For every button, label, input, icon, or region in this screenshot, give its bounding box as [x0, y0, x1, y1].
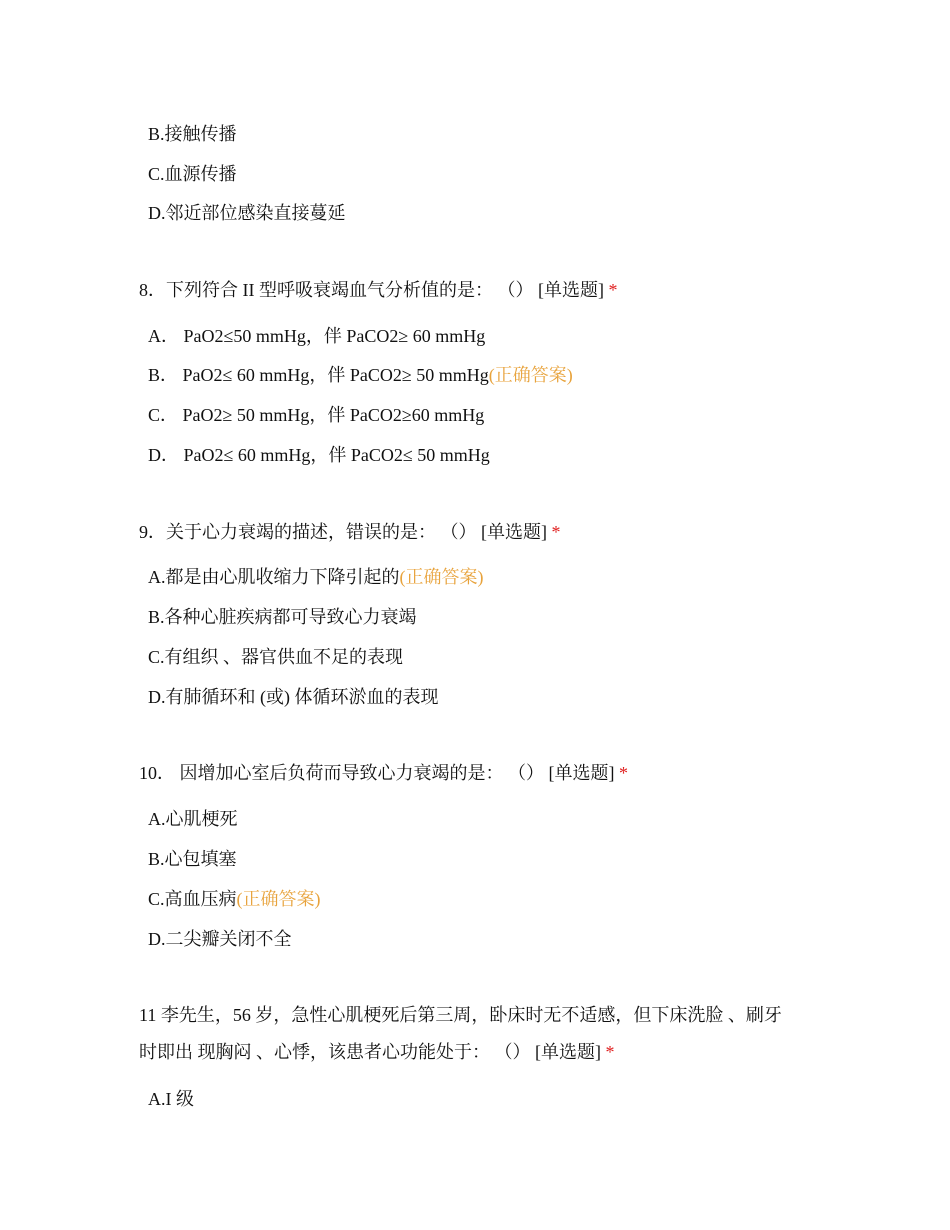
required-marker: *: [608, 280, 618, 300]
q10-option-d[interactable]: D.二尖瓣关闭不全: [148, 929, 292, 949]
q9-option-b[interactable]: B.各种心脏疾病都可导致心力衰竭: [148, 607, 417, 627]
q11-option-a[interactable]: A.I 级: [148, 1089, 194, 1109]
q8-option-b[interactable]: B． PaO2≤ 60 mmHg，伴 PaCO2≥ 50 mmHg(正确答案): [148, 365, 573, 385]
q8-option-d[interactable]: D． PaO2≤ 60 mmHg，伴 PaCO2≤ 50 mmHg: [148, 445, 490, 465]
correct-answer-tag: (正确答案): [488, 365, 573, 385]
q8-title: 8．下列符合 II 型呼吸衰竭血气分析值的是： （） [单选题] *: [139, 280, 618, 300]
correct-answer-tag: (正确答案): [236, 889, 321, 909]
q10-option-c[interactable]: C.高血压病(正确答案): [148, 889, 321, 909]
required-marker: *: [605, 1042, 615, 1062]
q9-option-a[interactable]: A.都是由心肌收缩力下降引起的(正确答案): [148, 567, 484, 587]
q7-option-c[interactable]: C.血源传播: [148, 164, 237, 184]
required-marker: *: [619, 763, 628, 783]
q11-title-line2: 时即出 现胸闷 、心悸，该患者心功能处于： （） [单选题] *: [139, 1042, 615, 1062]
q9-title: 9．关于心力衰竭的描述，错误的是： （） [单选题] *: [139, 522, 561, 542]
q7-option-b[interactable]: B.接触传播: [148, 124, 237, 144]
q9-option-d[interactable]: D.有肺循环和 (或) 体循环淤血的表现: [148, 687, 439, 707]
q9-option-c[interactable]: C.有组织 、器官供血不足的表现: [148, 647, 404, 667]
correct-answer-tag: (正确答案): [399, 567, 484, 587]
q7-option-d[interactable]: D.邻近部位感染直接蔓延: [148, 203, 346, 223]
required-marker: *: [551, 522, 561, 542]
q10-title: 10． 因增加心室后负荷而导致心力衰竭的是： （） [单选题] *: [139, 763, 628, 783]
q10-option-a[interactable]: A.心肌梗死: [148, 809, 238, 829]
q8-option-c[interactable]: C． PaO2≥ 50 mmHg，伴 PaCO2≥60 mmHg: [148, 405, 485, 425]
q8-option-a[interactable]: A． PaO2≤50 mmHg，伴 PaCO2≥ 60 mmHg: [148, 326, 486, 346]
q10-option-b[interactable]: B.心包填塞: [148, 849, 237, 869]
q11-title-line1: 11 李先生，56 岁，急性心肌梗死后第三周，卧床时无不适感，但下床洗脸 、刷牙: [139, 1005, 782, 1025]
